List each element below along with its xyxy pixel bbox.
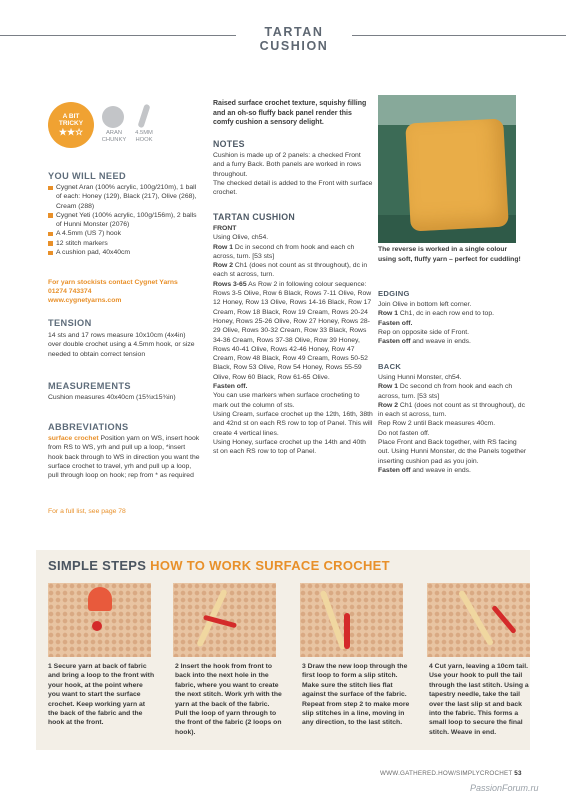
- edging-heading: EDGING: [378, 289, 410, 298]
- back-heading: BACK: [378, 362, 402, 371]
- step-3-photo: [300, 583, 403, 657]
- photo-cushion: [405, 119, 509, 232]
- back-row: [378, 382, 528, 401]
- back-line: Rep Row 2 until Back measures 40cm.: [378, 420, 496, 428]
- fasten-off-text: Fasten off.: [378, 319, 413, 327]
- row-text: Dc second ch from hook and each ch across, turn. [53 sts]: [378, 383, 513, 400]
- page-title: TARTAN CUSHION: [259, 25, 329, 53]
- step-description: Insert the hook from front to back into the next hole in the fabric, where you want to create the next stitch. Work yrh with the yarn at the back of the fabric. Pull the loop of yarn through to the front of the fabric (2 loops on hook).: [175, 663, 282, 736]
- yarn-loop-icon: [92, 621, 102, 631]
- fasten-off-text: Fasten off: [378, 466, 411, 474]
- cushion-photo: [378, 95, 516, 243]
- back-line: Do not fasten off.: [378, 429, 430, 437]
- list-item: Cygnet Aran (100% acrylic, 100g/210m), 1 ball of each: Honey (129), Black (217), Olive (268), Cream (288): [48, 183, 203, 211]
- badge-line1: A BIT: [62, 113, 80, 120]
- step-description: Secure yarn at back of fabric and bring a loop to the front with your hook, at the point where you want to start the surface crochet. Keep working yarn at the back of the fabric and the hook at the front.: [48, 663, 155, 727]
- skill-badges: [48, 100, 198, 160]
- red-yarn-icon: [491, 605, 517, 634]
- step-number: 3: [302, 663, 306, 670]
- list-item: A 4.5mm (US 7) hook: [48, 229, 203, 238]
- fasten-off-text: Fasten off: [378, 338, 411, 346]
- step-2-text: [175, 662, 283, 737]
- edging-line: and weave in ends.: [410, 338, 471, 346]
- skill-level-badge: [48, 102, 94, 148]
- crochet-hook-icon: [458, 590, 494, 647]
- row-text: Dc in second ch from hook and each ch across, turn. [53 sts]: [213, 243, 355, 260]
- list-item: 12 stitch markers: [48, 239, 203, 248]
- header-rule-right: [352, 35, 566, 36]
- edging-row: [378, 309, 526, 318]
- measurements-text: Cushion measures 40x40cm (15¾x15¾in): [48, 394, 176, 401]
- pattern-line: Using Honey, surface crochet up the 14th and 40th st on each RS row to top of Panel.: [213, 438, 366, 456]
- step-1-photo: [48, 583, 151, 657]
- footer-url[interactable]: WWW.GATHERED.HOW/SIMPLYCROCHET: [380, 770, 513, 777]
- intro-text: Raised surface crochet texture, squishy filling and an oh-so fluffy back panel render this comfy cushion a sensory delight.: [213, 100, 367, 127]
- back-line: Using Hunni Monster, ch54.: [378, 374, 462, 381]
- back-line: Place Front and Back together, with RS facing out. Using Hunni Monster, dc the Panels together inserting cushion pad as you join.: [378, 439, 527, 465]
- step-3-text: [302, 662, 410, 728]
- row-label: Rows 3-65: [213, 280, 247, 288]
- pattern-row: [213, 261, 373, 280]
- row-label: Row 2: [378, 401, 399, 409]
- abbreviations-more-link[interactable]: For a full list, see page 78: [48, 508, 126, 515]
- row-text: As Row 2 in following colour sequence: Rows 3-5 Olive, Row 6 Black, Rows 7-11 Olive, Row 12 Honey, Row 13 Olive, Rows 14-16 Black, Row 17 Cream, Row 18 Black, Row 19 Cream, Rows 20-24 Honey, Rows 25-26 Olive, Row 27 Honey, Rows 28-29 Olive, Rows 30-32 Cream, Row 33 Black, Rows 34-36 Cream, Rows 37-38 Olive, Row 39 Honey, Rows 40-41 Olive, Rows 42-46 Honey, Row 47 Cream, Row 48 Black, Row 49 Cream, Rows 50-52 Black, Row 53 Olive, Row 54 Honey, Rows 55-59 Olive, Row 60 Black, Row 61-65 Olive.: [213, 280, 372, 381]
- notes-line: Cushion is made up of 2 panels: a checked Front and a furry Back. Both panels are worked in rows throughout.: [213, 152, 362, 178]
- tension-text: 14 sts and 17 rows measure 10x10cm (4x4in) over double crochet using a 4.5mm hook, or size needed to obtain correct tension: [48, 332, 195, 358]
- crochet-hook-icon: [137, 104, 150, 129]
- back-row: [378, 401, 528, 420]
- page-footer: [380, 770, 522, 777]
- stockists-text: For yarn stockists contact Cygnet Yarns 01274 743374: [48, 279, 178, 296]
- pattern-row: [213, 280, 373, 382]
- abbreviations-heading: ABBREVIATIONS: [48, 422, 129, 432]
- list-item: A cushion pad, 40x40cm: [48, 248, 203, 257]
- photo-caption: The reverse is worked in a single colour using soft, fluffy yarn – perfect for cuddling!: [378, 246, 521, 263]
- step-description: Cut yarn, leaving a 10cm tail. Use your hook to pull the tail through the last stitch. Using a tapestry needle, take the tail over the last slip st and back into the fabric. This forms a small loop to secure the final stitch. Weave in end.: [429, 663, 529, 736]
- crochet-hook-icon: [320, 590, 347, 650]
- row-text: Ch1, dc in each row end to top.: [398, 310, 495, 318]
- step-1-text: [48, 662, 156, 728]
- notes-text: [213, 151, 373, 197]
- abbreviation-definition: Position yarn on WS, insert hook from RS to WS, yrh and pull up a loop, *insert hook back through to WS in direction you want the surface crochet to travel, yrh and pull up a loop, pull through loop on hook; rep from * as required: [48, 435, 200, 480]
- measurements-heading: MEASUREMENTS: [48, 381, 131, 391]
- yarn-weight-label: ARAN CHUNKY: [101, 130, 127, 143]
- step-2-photo: [173, 583, 276, 657]
- materials-list: [48, 183, 203, 257]
- back-text: [378, 373, 528, 475]
- yarn-ball-icon: [102, 106, 124, 128]
- abbreviation-entry: [48, 434, 200, 480]
- badge-line2: TRICKY: [58, 120, 84, 127]
- list-item: Cygnet Yeti (100% acrylic, 100g/156m), 2 balls of Hunni Monster (2076): [48, 211, 203, 230]
- step-number: 4: [429, 663, 433, 670]
- stockist-link[interactable]: www.cygnetyarns.com: [48, 297, 122, 304]
- row-label: Row 1: [213, 243, 234, 251]
- pattern-row: [213, 243, 373, 262]
- row-label: Row 1: [378, 383, 399, 391]
- step-number: 1: [48, 663, 52, 670]
- hook-size-label: 4.5MM HOOK: [135, 130, 153, 143]
- step-4-photo: [427, 583, 530, 657]
- star-rating-icon: ★★☆: [58, 127, 84, 137]
- page-number: 53: [514, 770, 522, 777]
- abbreviation-term: surface crochet: [48, 435, 99, 442]
- row-label: Row 2: [213, 262, 234, 270]
- you-will-need-heading: YOU WILL NEED: [48, 171, 127, 181]
- row-text: Ch1 (does not count as st throughout), dc in each st across, turn.: [213, 262, 368, 279]
- simple-steps-subtitle: HOW TO WORK SURFACE CROCHET: [150, 558, 390, 573]
- notes-line: The checked detail is added to the Front with surface crochet.: [213, 179, 373, 197]
- pattern-line: Using Cream, surface crochet up the 12th, 16th, 38th and 42nd st on each RS row to top of Panel. This will create 4 vertical lines.: [213, 410, 373, 437]
- edging-text: [378, 300, 526, 346]
- pattern-heading: TARTAN CUSHION: [213, 212, 296, 222]
- pattern-line: You can use markers when surface crocheting to mark out the column of sts.: [213, 392, 360, 409]
- row-text: Ch1 (does not count as st throughout), dc in each st across, turn.: [378, 401, 525, 419]
- red-yarn-icon: [344, 613, 350, 649]
- header-rule-left: [0, 35, 236, 36]
- tension-heading: TENSION: [48, 318, 92, 328]
- edging-line: Join Olive in bottom left corner.: [378, 301, 472, 308]
- hook-handle-icon: [88, 587, 112, 611]
- row-label: Row 1: [378, 310, 399, 318]
- edging-line: Rep on opposite side of Front.: [378, 328, 470, 336]
- simple-steps-label: SIMPLE STEPS: [48, 558, 147, 573]
- fasten-off-text: Fasten off.: [213, 383, 248, 391]
- notes-heading: NOTES: [213, 139, 245, 149]
- step-number: 2: [175, 663, 179, 670]
- back-line: and weave in ends.: [410, 466, 471, 474]
- simple-steps-title: [48, 558, 390, 573]
- step-4-text: [429, 662, 529, 737]
- pattern-front: [213, 224, 373, 456]
- step-description: Draw the new loop through the first loop to form a slip stitch. Make sure the stitch lies flat against the surface of the fabric. Repeat from step 2 to make more slip stitches in a line, moving in any direction, to the last stitch.: [302, 663, 410, 727]
- front-heading: FRONT: [213, 225, 237, 232]
- watermark: PassionForum.ru: [470, 783, 539, 793]
- pattern-line: Using Olive, ch54.: [213, 234, 269, 242]
